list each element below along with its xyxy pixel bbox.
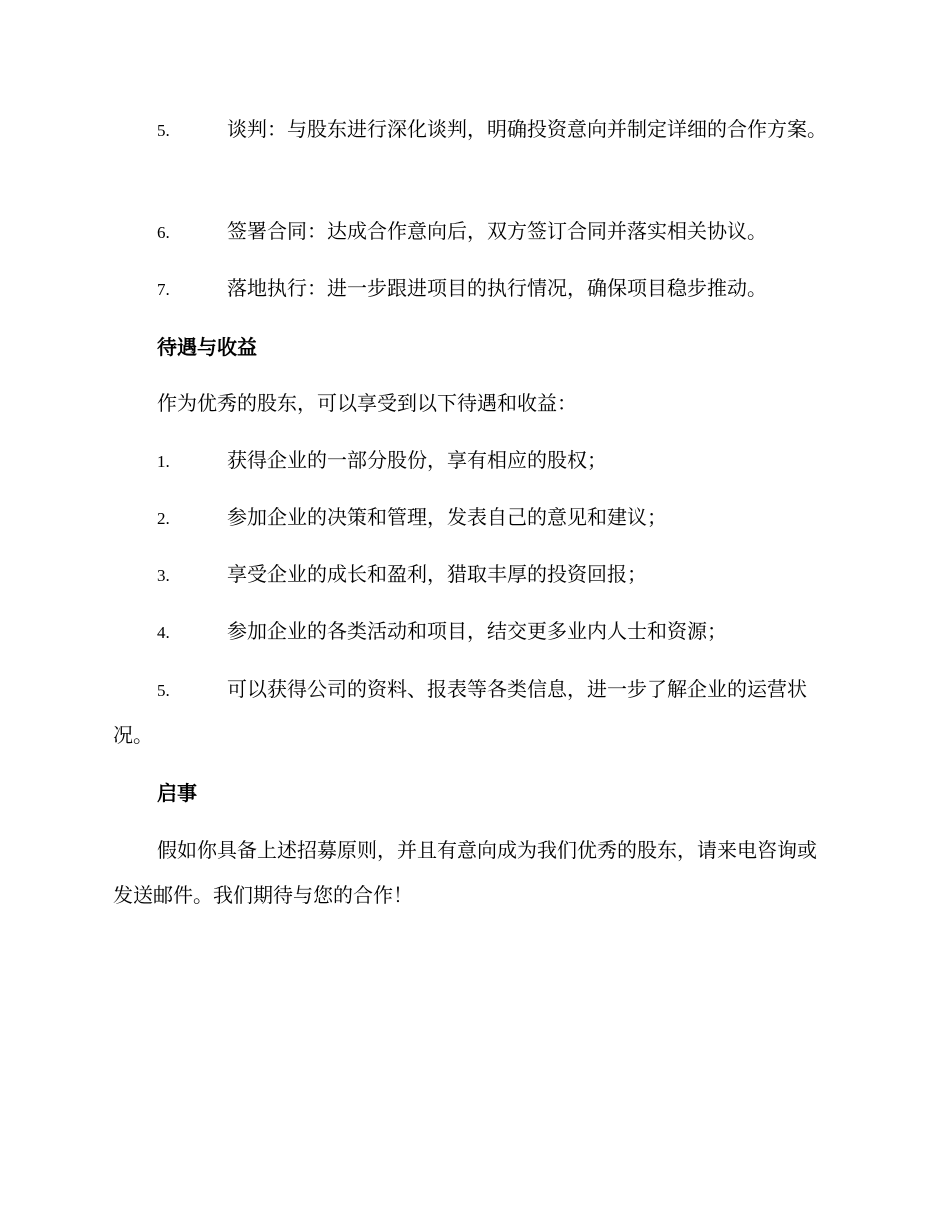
list-item-number: 2. bbox=[157, 509, 170, 528]
list-item-number: 3. bbox=[157, 566, 170, 585]
benefits-item-5 bbox=[113, 667, 833, 758]
benefits-item-2 bbox=[113, 495, 833, 541]
list-item-text: 享受企业的成长和盈利，猎取丰厚的投资回报； bbox=[227, 562, 647, 586]
list-item-number: 4. bbox=[157, 623, 170, 642]
list-item bbox=[113, 107, 833, 153]
benefits-item-4 bbox=[113, 609, 833, 655]
steps-list-2 bbox=[113, 209, 833, 255]
list-item bbox=[113, 438, 833, 484]
benefits-item-3 bbox=[113, 552, 833, 598]
list-item bbox=[113, 266, 833, 312]
list-item-text: 可以获得公司的资料、报表等各类信息，进一步了解企业的运营状况。 bbox=[113, 677, 807, 747]
steps-list bbox=[113, 107, 833, 153]
notice-text: 假如你具备上述招募原则，并且有意向成为我们优秀的股东，请来电咨询或发送邮件。我们期待与您的合作！ bbox=[113, 838, 817, 907]
notice-body-block bbox=[113, 828, 833, 918]
list-item-number: 7. bbox=[157, 280, 170, 299]
list-item-number: 6. bbox=[157, 223, 170, 242]
benefits-intro-block bbox=[113, 381, 833, 426]
notice-section bbox=[113, 779, 833, 807]
list-item bbox=[113, 209, 833, 255]
list-item bbox=[113, 609, 833, 655]
list-item-text: 谈判：与股东进行深化谈判，明确投资意向并制定详细的合作方案。 bbox=[227, 117, 827, 141]
list-item-number: 5. bbox=[157, 681, 170, 700]
section-intro: 作为优秀的股东，可以享受到以下待遇和收益： bbox=[157, 391, 577, 415]
list-item-text: 参加企业的各类活动和项目，结交更多业内人士和资源； bbox=[227, 619, 727, 643]
steps-list-3 bbox=[113, 266, 833, 312]
list-item-number: 5. bbox=[157, 121, 170, 140]
section-heading: 待遇与收益 bbox=[157, 335, 257, 359]
section-heading: 启事 bbox=[157, 781, 197, 805]
list-item-text: 获得企业的一部分股份，享有相应的股权； bbox=[227, 448, 607, 472]
benefits-section bbox=[113, 333, 833, 361]
list-item bbox=[113, 495, 833, 541]
list-item-text: 参加企业的决策和管理，发表自己的意见和建议； bbox=[227, 505, 667, 529]
list-item-number: 1. bbox=[157, 452, 170, 471]
list-item bbox=[113, 667, 833, 758]
list-item bbox=[113, 552, 833, 598]
benefits-item-1 bbox=[113, 438, 833, 484]
list-item-text: 落地执行：进一步跟进项目的执行情况，确保项目稳步推动。 bbox=[227, 276, 767, 300]
list-item-text: 签署合同：达成合作意向后，双方签订合同并落实相关协议。 bbox=[227, 219, 767, 243]
